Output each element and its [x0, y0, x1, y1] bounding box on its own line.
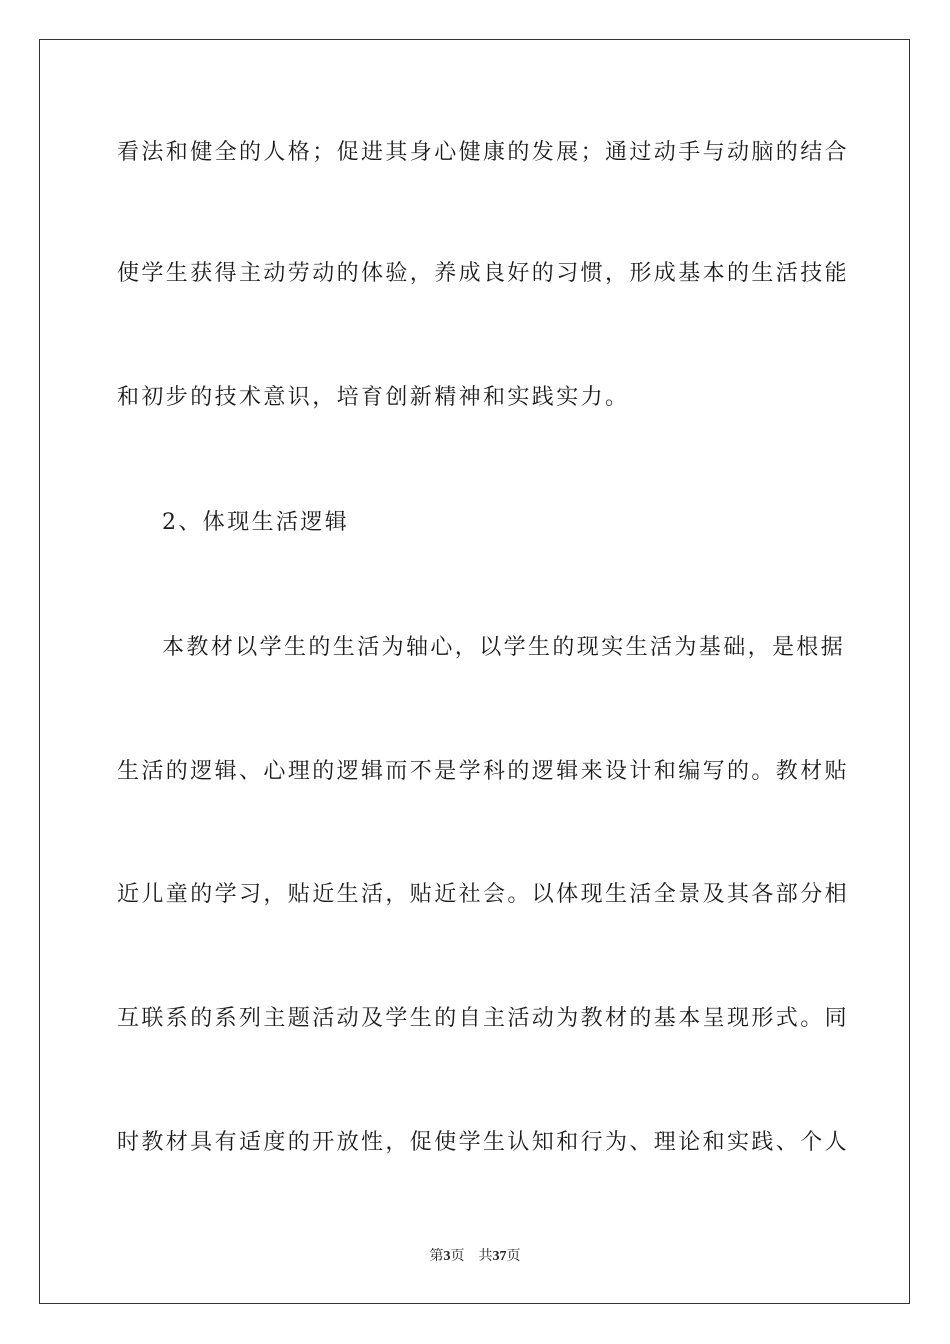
page-border — [39, 39, 910, 1304]
page-suffix: 页 — [450, 1248, 465, 1264]
total-prefix: 共 — [478, 1248, 493, 1264]
section-heading: 2、体现生活逻辑 — [162, 510, 350, 535]
body-text-line: 和初步的技术意识，培育创新精神和实践实力。 — [117, 385, 630, 410]
body-text-line: 互联系的系列主题活动及学生的自主活动为教材的基本呈现形式。同 — [117, 1006, 850, 1031]
body-text-line: 本教材以学生的生活为轴心，以学生的现实生活为基础，是根据 — [162, 635, 846, 660]
page-footer — [0, 1247, 950, 1266]
body-text-line: 生活的逻辑、心理的逻辑而不是学科的逻辑来设计和编写的。教材贴 — [117, 759, 850, 784]
body-text-line: 使学生获得主动劳动的体验，养成良好的习惯，形成基本的生活技能 — [117, 261, 850, 286]
page-number: 3 — [443, 1249, 451, 1264]
body-text-line: 时教材具有适度的开放性，促使学生认知和行为、理论和实践、个人 — [117, 1130, 850, 1155]
body-text-line: 近儿童的学习，贴近生活，贴近社会。以体现生活全景及其各部分相 — [117, 882, 850, 907]
page-prefix: 第 — [429, 1248, 444, 1264]
total-pages: 37 — [492, 1249, 507, 1264]
body-text-line: 看法和健全的人格；促进其身心健康的发展；通过动手与动脑的结合 — [117, 140, 850, 165]
total-suffix: 页 — [506, 1248, 521, 1264]
